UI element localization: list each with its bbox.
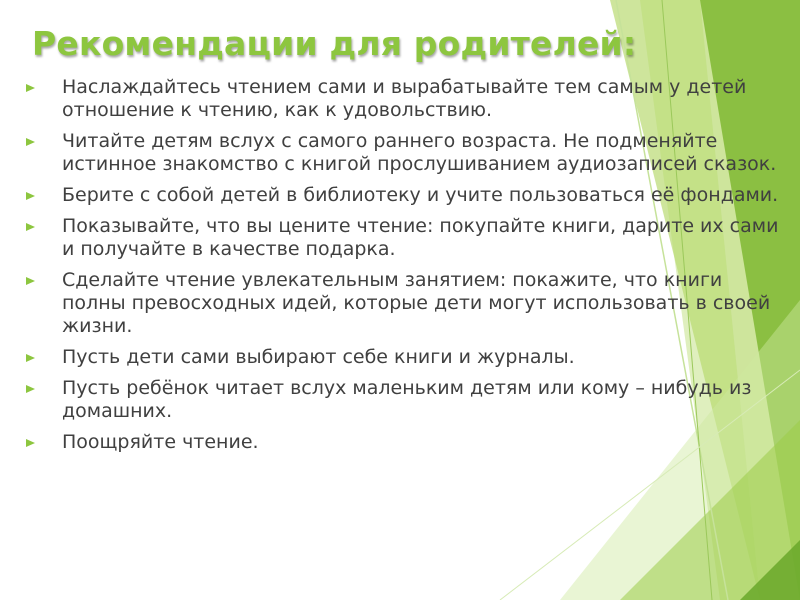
- triangle-bullet-icon: [26, 223, 35, 231]
- list-item: [26, 76, 786, 122]
- bullet-text: Показывайте, что вы цените чтение: покупайте книги, дарите их сами и получайте в качестве подарка.: [62, 215, 779, 260]
- bullet-text: Берите с собой детей в библиотеку и учите пользоваться её фондами.: [62, 184, 779, 206]
- list-item: [26, 130, 786, 176]
- triangle-bullet-icon: [26, 439, 35, 447]
- bullet-text: Сделайте чтение увлекательным занятием: покажите, что книги полны превосходных идей, которые дети могут использовать в своей жизни.: [62, 269, 771, 337]
- bullet-text: Пусть дети сами выбирают себе книги и журналы.: [62, 346, 575, 368]
- triangle-bullet-icon: [26, 84, 35, 92]
- triangle-bullet-icon: [26, 277, 35, 285]
- triangle-bullet-icon: [26, 138, 35, 146]
- list-item: [26, 346, 786, 369]
- bullet-text: Наслаждайтесь чтением сами и вырабатывайте тем самым у детей отношение к чтению, как к удовольствию.: [62, 76, 747, 121]
- bullet-list: [26, 76, 786, 462]
- list-item: [26, 184, 786, 207]
- list-item: [26, 269, 786, 338]
- bullet-text: Пусть ребёнок читает вслух маленьким детям или кому – нибудь из домашних.: [62, 377, 752, 422]
- bullet-text: Читайте детям вслух с самого раннего возраста. Не подменяйте истинное знакомство с книгой прослушиванием аудиозаписей сказок.: [62, 130, 777, 175]
- list-item: [26, 431, 786, 454]
- list-item: [26, 215, 786, 261]
- triangle-bullet-icon: [26, 385, 35, 393]
- triangle-bullet-icon: [26, 354, 35, 362]
- slide-title: Рекомендации для родителей:: [32, 24, 637, 63]
- triangle-bullet-icon: [26, 192, 35, 200]
- list-item: [26, 377, 786, 423]
- bullet-text: Поощряйте чтение.: [62, 431, 259, 453]
